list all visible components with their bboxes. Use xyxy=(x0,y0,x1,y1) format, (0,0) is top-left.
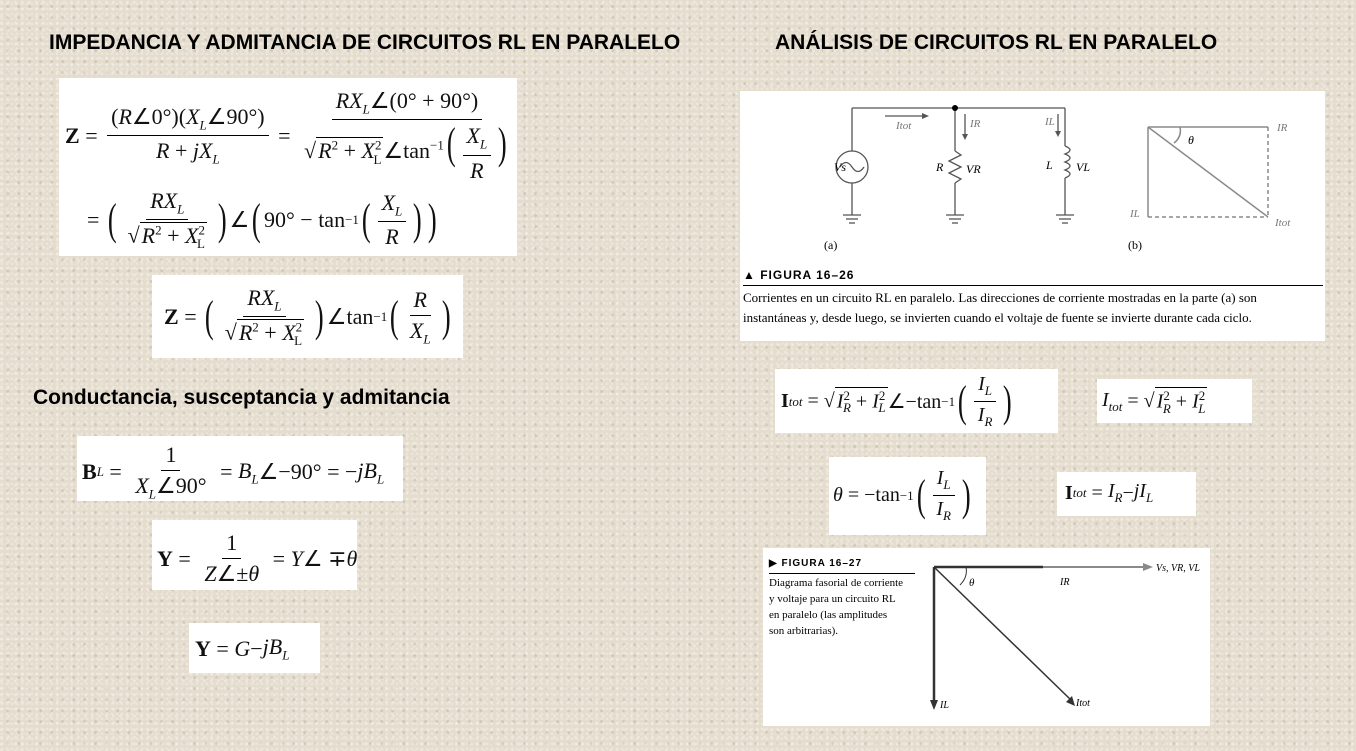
figure-16-26 xyxy=(740,91,1325,341)
itot-polar-box xyxy=(775,369,1058,433)
circuit-diagram xyxy=(740,91,1325,261)
figure-16-27 xyxy=(763,548,1210,726)
label-ir: IR xyxy=(970,118,981,130)
label-itot: Itot xyxy=(896,120,912,132)
phasor27-label-v: Vs, VR, VL xyxy=(1156,563,1200,574)
label-vr: VR xyxy=(966,162,981,176)
phasor-label-theta: θ xyxy=(1188,133,1194,147)
theta-equation-box xyxy=(829,457,986,535)
theta-equation: θ = −tan −1 ( $\frac{I_L}{I_R}$ ) xyxy=(833,467,971,523)
figure-16-27-caption-1: Diagrama fasorial de corriente xyxy=(769,577,904,589)
itot-rect-box xyxy=(1057,472,1196,516)
figure-16-26-caption-1: Corrientes en un circuito RL en paralelo. Las direcciones de corriente mostradas en la parte (a) son xyxy=(743,290,1257,305)
label-l: L xyxy=(1046,158,1053,172)
itot-polar-equation: I tot = √ $I^2_R + I^2_L$ ∠−tan −1 ( $\frac{I_L}{I_R}$ ) xyxy=(781,373,1013,429)
title-analysis: ANÁLISIS DE CIRCUITOS RL EN PARALELO xyxy=(775,31,1218,54)
label-r: R xyxy=(936,160,944,174)
junction-dot xyxy=(952,105,958,111)
label-b: (b) xyxy=(1128,238,1142,252)
admittance-equation: Y = $\frac{1}{Z\angle\pm\theta}$ = Y ∠ ∓ θ xyxy=(157,530,358,586)
phasor27-label-itot: Itot xyxy=(1076,698,1090,709)
admittance-rect-box xyxy=(189,623,320,673)
phasor-label-il: IL xyxy=(1130,208,1140,220)
figure-16-27-caption-2: y voltaje para un circuito RL xyxy=(769,593,896,605)
phasor-diagram xyxy=(763,548,1210,726)
figure-divider xyxy=(743,285,1323,286)
phasor-label-ir: IR xyxy=(1277,122,1288,134)
figure-16-26-heading: ▲ FIGURA 16–26 xyxy=(743,268,855,282)
susceptance-equation-box xyxy=(77,436,403,501)
title-impedance: IMPEDANCIA Y ADMITANCIA DE CIRCUITOS RL EN PARALELO xyxy=(49,31,681,54)
phasor27-label-theta: θ xyxy=(969,577,975,589)
impedance-equation-line2: = ( $\frac{RX_L}{√R^2 + X^2_L}$ ) ∠ ( 90° − tan −1 ( $\frac{X_L}{R}$ ) ) xyxy=(87,188,437,252)
impedance-result-equation: Z = ( $\frac{RX_L}{√R^2 + X^2_L}$ ) ∠tan −1 ( $\frac{R}{X_L}$ ) xyxy=(164,285,451,349)
figure-16-27-heading: ▶ FIGURA 16–27 xyxy=(769,558,863,569)
phasor27-label-il: IL xyxy=(940,700,949,711)
label-a: (a) xyxy=(824,238,838,252)
phasor27-label-ir: IR xyxy=(1060,577,1070,588)
susceptance-equation: B L = $\frac{1}{X_L\angle 90^\circ}$ = $B_L$ ∠−90° = − $jB_L$ xyxy=(82,442,385,502)
phasor-label-itot: Itot xyxy=(1275,217,1291,229)
label-vl: VL xyxy=(1076,160,1091,174)
itot-magnitude-box xyxy=(1097,379,1252,423)
figure-16-27-caption-4: son arbitrarias). xyxy=(769,625,839,637)
figure-16-26-caption-2: instantáneas y, desde luego, se invierten cuando el voltaje de fuente se invierte durante cada ciclo. xyxy=(743,310,1252,325)
admittance-rect-equation: Y = G − $jB_L$ xyxy=(195,634,290,663)
label-vs: Vs xyxy=(834,160,846,174)
impedance-equation-line1: Z = $\frac{(R\angle 0^\circ)(X_L\angle 90^\circ)}{R + jX_L}$ = $RX_L\angle(0^\circ + 90^\circ)$ $√R^2$ + $X^2_L\angle\tan^{-1}$( $\frac{X_L}{R}$ ) xyxy=(65,88,507,183)
itot-rect-equation: I tot = $I_R$ − $jI_L$ xyxy=(1065,480,1154,505)
section-title: Conductancia, susceptancia y admitancia xyxy=(33,386,450,409)
impedance-result-box xyxy=(152,275,463,358)
impedance-equation-box xyxy=(59,78,517,256)
itot-magnitude-equation: $I_{tot}$ = √ $I^2_R + I^2_L$ xyxy=(1102,388,1206,416)
figure-16-27-caption-3: en paralelo (las amplitudes xyxy=(769,609,888,621)
label-il: IL xyxy=(1045,116,1055,128)
admittance-equation-box xyxy=(152,520,357,590)
